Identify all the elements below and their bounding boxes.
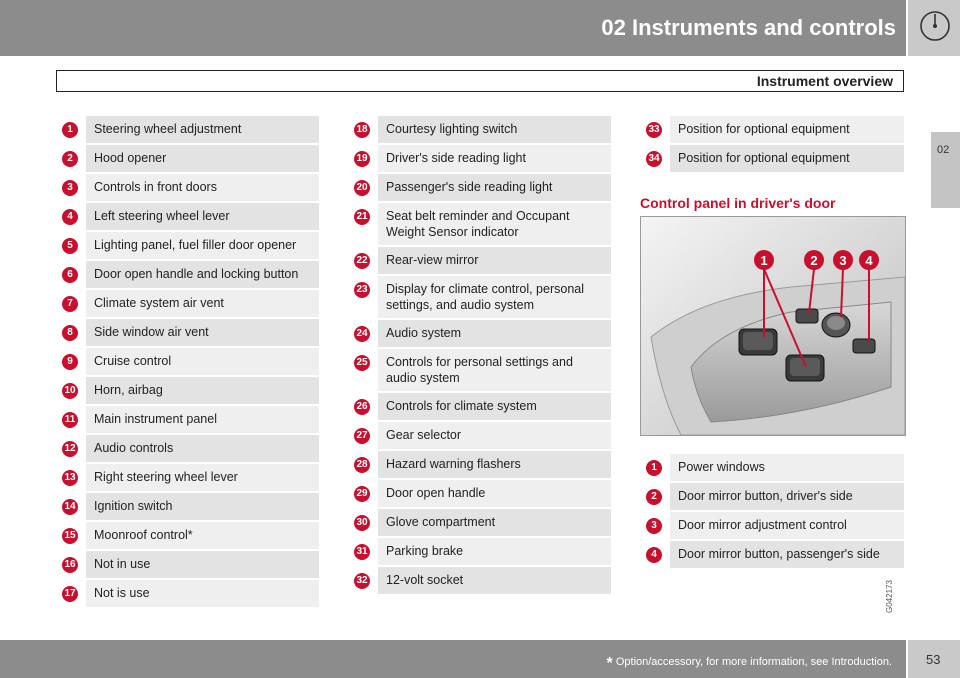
- item-label: Controls for personal settings and audio system: [378, 349, 611, 391]
- number-badge: 4: [62, 209, 78, 225]
- chapter-title: 02 Instruments and controls: [601, 15, 896, 40]
- list-item: [56, 551, 319, 578]
- footnote-star: *: [606, 655, 613, 672]
- item-label: Door open handle and locking button: [86, 261, 319, 288]
- list-item: [56, 116, 319, 143]
- item-label: 12-volt socket: [378, 567, 611, 594]
- item-label: Climate system air vent: [86, 290, 319, 317]
- number-badge: 19: [354, 151, 370, 167]
- header-bar: [0, 0, 960, 56]
- item-label: Steering wheel adjustment: [86, 116, 319, 143]
- list-item: [56, 464, 319, 491]
- list-left: [56, 116, 319, 609]
- list-item: [640, 145, 904, 172]
- list-item: [56, 377, 319, 404]
- list-item: [348, 203, 611, 245]
- number-badge: 8: [62, 325, 78, 341]
- list-item: [348, 116, 611, 143]
- item-label: Glove compartment: [378, 509, 611, 536]
- item-label: Cruise control: [86, 348, 319, 375]
- item-label: Hazard warning flashers: [378, 451, 611, 478]
- door-panel-illustration: [641, 217, 905, 435]
- list-item: [56, 348, 319, 375]
- item-label: Controls for climate system: [378, 393, 611, 420]
- item-label: Side window air vent: [86, 319, 319, 346]
- footnote-text: Option/accessory, for more information, see Introduction.: [615, 656, 892, 668]
- callout-4: 4: [865, 253, 873, 268]
- door-panel-heading: Control panel in driver's door: [640, 195, 836, 211]
- number-badge: 26: [354, 399, 370, 415]
- page-number: 53: [926, 652, 941, 667]
- door-panel-list: [640, 454, 904, 570]
- item-label: Courtesy lighting switch: [378, 116, 611, 143]
- list-right-top: [640, 116, 904, 174]
- item-label: Rear-view mirror: [378, 247, 611, 274]
- list-item: [348, 349, 611, 391]
- number-badge: 29: [354, 486, 370, 502]
- number-badge: 17: [62, 586, 78, 602]
- number-badge: 18: [354, 122, 370, 138]
- number-badge: 14: [62, 499, 78, 515]
- number-badge: 9: [62, 354, 78, 370]
- item-label: Main instrument panel: [86, 406, 319, 433]
- list-item: [640, 116, 904, 143]
- item-label: Power windows: [670, 454, 904, 481]
- item-label: Hood opener: [86, 145, 319, 172]
- list-item: [348, 422, 611, 449]
- item-label: Driver's side reading light: [378, 145, 611, 172]
- number-badge: 3: [62, 180, 78, 196]
- item-label: Controls in front doors: [86, 174, 319, 201]
- list-item: [348, 276, 611, 318]
- figure-code: G042173: [885, 580, 894, 613]
- list-item: [640, 483, 904, 510]
- list-item: [640, 512, 904, 539]
- number-badge: 11: [62, 412, 78, 428]
- item-label: Seat belt reminder and Occupant Weight Sensor indicator: [378, 203, 611, 245]
- list-middle: [348, 116, 611, 596]
- item-label: Door mirror adjustment control: [670, 512, 904, 539]
- list-item: [640, 454, 904, 481]
- item-label: Gear selector: [378, 422, 611, 449]
- list-item: [56, 406, 319, 433]
- number-badge: 31: [354, 544, 370, 560]
- item-label: Position for optional equipment: [670, 116, 904, 143]
- list-item: [348, 145, 611, 172]
- number-badge: 32: [354, 573, 370, 589]
- list-item: [348, 393, 611, 420]
- number-badge: 21: [354, 209, 370, 225]
- list-item: [348, 509, 611, 536]
- item-label: Passenger's side reading light: [378, 174, 611, 201]
- number-badge: 7: [62, 296, 78, 312]
- gauge-icon-box: [906, 0, 960, 56]
- number-badge: 13: [62, 470, 78, 486]
- item-label: Audio system: [378, 320, 611, 347]
- number-badge: 12: [62, 441, 78, 457]
- item-label: Horn, airbag: [86, 377, 319, 404]
- list-item: [56, 174, 319, 201]
- item-label: Ignition switch: [86, 493, 319, 520]
- list-item: [348, 567, 611, 594]
- list-item: [640, 541, 904, 568]
- number-badge: 5: [62, 238, 78, 254]
- number-badge: 24: [354, 326, 370, 342]
- section-title-box: [56, 70, 904, 92]
- footnote: [607, 655, 892, 673]
- number-badge: 25: [354, 355, 370, 371]
- number-badge: 30: [354, 515, 370, 531]
- list-item: [56, 522, 319, 549]
- item-label: Not in use: [86, 551, 319, 578]
- page-number-box: [906, 640, 960, 678]
- list-item: [348, 174, 611, 201]
- number-badge: 1: [646, 460, 662, 476]
- number-badge: 27: [354, 428, 370, 444]
- callout-2: 2: [810, 253, 818, 268]
- list-item: [56, 145, 319, 172]
- number-badge: 33: [646, 122, 662, 138]
- list-item: [348, 247, 611, 274]
- list-item: [56, 203, 319, 230]
- list-item: [348, 320, 611, 347]
- list-item: [56, 232, 319, 259]
- number-badge: 23: [354, 282, 370, 298]
- callout-1: 1: [760, 253, 768, 268]
- item-label: Not is use: [86, 580, 319, 607]
- item-label: Lighting panel, fuel filler door opener: [86, 232, 319, 259]
- number-badge: 6: [62, 267, 78, 283]
- number-badge: 2: [62, 151, 78, 167]
- number-badge: 3: [646, 518, 662, 534]
- item-label: Right steering wheel lever: [86, 464, 319, 491]
- number-badge: 1: [62, 122, 78, 138]
- number-badge: 22: [354, 253, 370, 269]
- list-item: [56, 290, 319, 317]
- number-badge: 28: [354, 457, 370, 473]
- chapter-side-tab-label: 02: [937, 144, 950, 156]
- number-badge: 16: [62, 557, 78, 573]
- item-label: Position for optional equipment: [670, 145, 904, 172]
- item-label: Display for climate control, personal settings, and audio system: [378, 276, 611, 318]
- number-badge: 4: [646, 547, 662, 563]
- number-badge: 2: [646, 489, 662, 505]
- item-label: Parking brake: [378, 538, 611, 565]
- item-label: Audio controls: [86, 435, 319, 462]
- list-item: [56, 493, 319, 520]
- number-badge: 10: [62, 383, 78, 399]
- item-label: Left steering wheel lever: [86, 203, 319, 230]
- list-item: [348, 451, 611, 478]
- item-label: Moonroof control*: [86, 522, 319, 549]
- footer-bar: [0, 640, 960, 678]
- list-item: [56, 261, 319, 288]
- list-item: [56, 319, 319, 346]
- number-badge: 34: [646, 151, 662, 167]
- gauge-icon: [918, 8, 952, 44]
- list-item: [348, 538, 611, 565]
- chapter-side-tab[interactable]: [931, 132, 960, 208]
- number-badge: 20: [354, 180, 370, 196]
- list-item: [348, 480, 611, 507]
- callout-3: 3: [839, 253, 847, 268]
- item-label: Door mirror button, driver's side: [670, 483, 904, 510]
- item-label: Door open handle: [378, 480, 611, 507]
- list-item: [56, 580, 319, 607]
- list-item: [56, 435, 319, 462]
- section-title: Instrument overview: [756, 73, 893, 89]
- number-badge: 15: [62, 528, 78, 544]
- item-label: Door mirror button, passenger's side: [670, 541, 904, 568]
